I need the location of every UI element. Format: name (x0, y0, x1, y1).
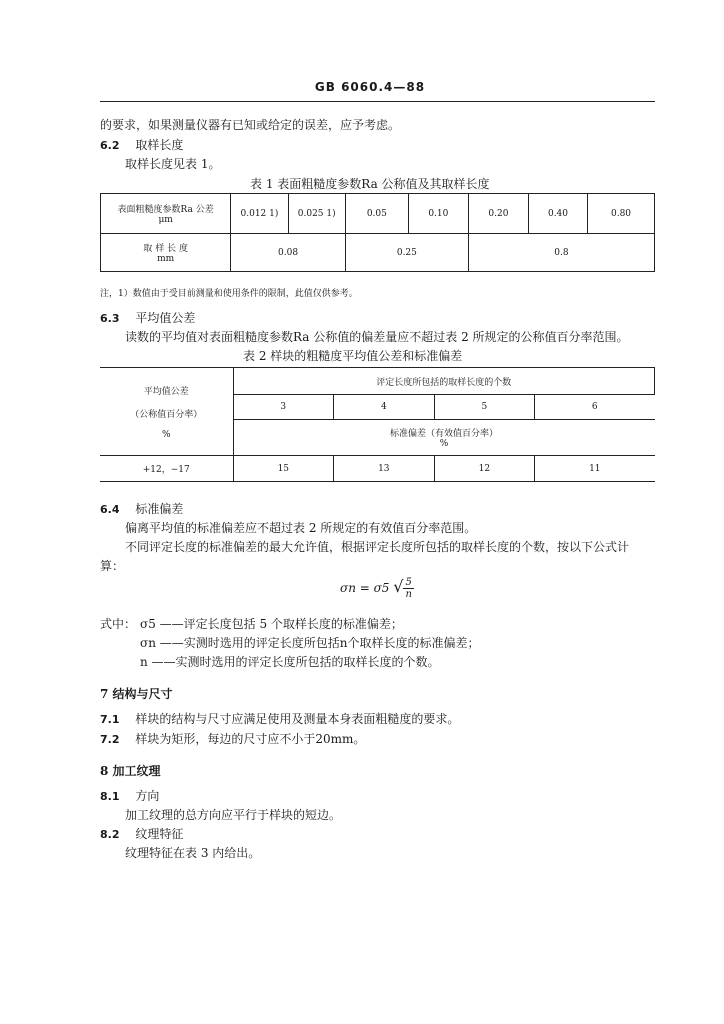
table2-std-cell: 12 (434, 456, 535, 482)
table1-caption: 表 1 表面粗糙度参数Ra 公称值及其取样长度 (250, 177, 490, 191)
section-title: 平均值公差 (135, 311, 196, 325)
table1-value-cell: 0.025 1) (288, 194, 345, 234)
table2-head-sub: （公称值百分率） (130, 409, 203, 420)
section-8-2-text: 纹理特征在表 3 内给出。 (125, 846, 261, 860)
table1-row1-label: 表面粗糙度参数Ra 公差 (117, 205, 214, 215)
table1-value-cell: 0.10 (408, 194, 468, 234)
section-6-2-text: 取样长度见表 1。 (125, 157, 221, 171)
table2 (100, 367, 655, 482)
section-6-2-heading (100, 136, 183, 155)
formula-numerator: 5 (403, 577, 413, 589)
table2-std-cell: 11 (535, 456, 655, 482)
section-number: 8.2 (100, 828, 120, 841)
table1-value-cell: 0.80 (588, 194, 655, 234)
formula-denominator: n (405, 589, 412, 600)
section-7-1 (100, 710, 459, 729)
document-code: GB 6060.4—88 (314, 80, 426, 94)
section-8-1-heading (100, 787, 159, 806)
section-6-4-heading (100, 500, 183, 519)
section-number: 6.3 (100, 312, 120, 325)
table2-count-cell: 4 (334, 395, 435, 420)
section-6-4-text3: 算： (100, 559, 125, 573)
section-6-3-text: 读数的平均值对表面粗糙度参数Ra 公称值的偏差量应不超过表 2 所规定的公称值百分率范围。 (125, 330, 629, 344)
table1-value-cell: 0.012 1) (231, 194, 288, 234)
table1-note: 注，1）数值由于受目前测量和使用条件的限制，此值仅供参考。 (100, 289, 358, 299)
section-7-heading: 7 结构与尺寸 (100, 687, 173, 701)
section-text: 样块的结构与尺寸应满足使用及测量本身表面粗糙度的要求。 (135, 712, 460, 726)
section-number: 7.2 (100, 733, 120, 746)
table1-length-cell: 0.25 (345, 234, 468, 272)
table2-span-header: 评定长度所包括的取样长度的个数 (233, 368, 654, 395)
paragraph-continued: 的要求，如果测量仪器有已知或给定的误差，应予考虑。 (100, 118, 401, 132)
std-formula (340, 577, 414, 600)
table2-caption: 表 2 样块的粗糙度平均值公差和标准偏差 (243, 349, 463, 363)
section-6-4-text2: 不同评定长度的标准偏差的最大允许值，根据评定长度所包括的取样长度的个数，按以下公式计 (125, 540, 630, 554)
table2-count-cell: 5 (434, 395, 535, 420)
where-item-1: σ5 ——评定长度包括 5 个取样长度的标准偏差； (140, 617, 403, 631)
table1-value-cell: 0.05 (345, 194, 408, 234)
table1-row2-unit: mm (157, 254, 175, 264)
section-6-4-text1: 偏离平均值的标准偏差应不超过表 2 所规定的有效值百分率范围。 (125, 521, 477, 535)
section-text: 样块为矩形，每边的尺寸应不小于20mm。 (135, 732, 366, 746)
table2-count-cell: 6 (535, 395, 655, 420)
table1-row2-header (101, 234, 231, 272)
table2-head-unit: % (161, 429, 171, 440)
table2-std-label: 标准偏差（有效值百分率） (390, 429, 499, 439)
formula-left: σn = σ5 (340, 581, 390, 595)
table2-count-cell: 3 (233, 395, 334, 420)
section-title: 取样长度 (135, 138, 184, 152)
table1-row2-label: 取 样 长 度 (143, 244, 188, 254)
section-8-heading: 8 加工纹理 (100, 764, 161, 778)
where-item-3: n ——实测时选用的评定长度所包括的取样长度的个数。 (140, 655, 440, 669)
section-number: 6.2 (100, 139, 120, 152)
table2-std-header (233, 420, 654, 456)
table2-std-cell: 15 (233, 456, 334, 482)
section-number: 7.1 (100, 713, 120, 726)
formula-fraction (403, 577, 413, 600)
section-number: 8.1 (100, 790, 120, 803)
table2-std-cell: 13 (334, 456, 435, 482)
section-title: 方向 (135, 789, 160, 803)
where-label: 式中： (100, 617, 137, 631)
table1-value-cell: 0.20 (468, 194, 528, 234)
table1-value-cell: 0.40 (528, 194, 587, 234)
table1-row1-header (101, 194, 231, 234)
table1 (100, 193, 655, 272)
header-rule (100, 101, 655, 102)
section-8-1-text: 加工纹理的总方向应平行于样块的短边。 (125, 808, 342, 822)
table2-head-label: 平均值公差 (143, 386, 189, 397)
section-8-2-heading (100, 825, 183, 844)
section-title: 标准偏差 (135, 502, 184, 516)
table2-tolerance-cell: +12，−17 (100, 456, 233, 482)
table1-length-cell: 0.8 (468, 234, 654, 272)
section-6-3-heading (100, 309, 195, 328)
table1-length-cell: 0.08 (231, 234, 346, 272)
table2-std-unit: % (439, 439, 449, 449)
where-item-2: σn ——实测时选用的评定长度所包括n个取样长度的标准偏差； (140, 636, 480, 650)
section-number: 6.4 (100, 503, 120, 516)
table2-left-header (100, 368, 233, 456)
section-title: 纹理特征 (135, 827, 184, 841)
table1-row1-unit: μm (158, 215, 173, 225)
sqrt-symbol: √ (393, 577, 404, 596)
section-7-2 (100, 730, 365, 749)
